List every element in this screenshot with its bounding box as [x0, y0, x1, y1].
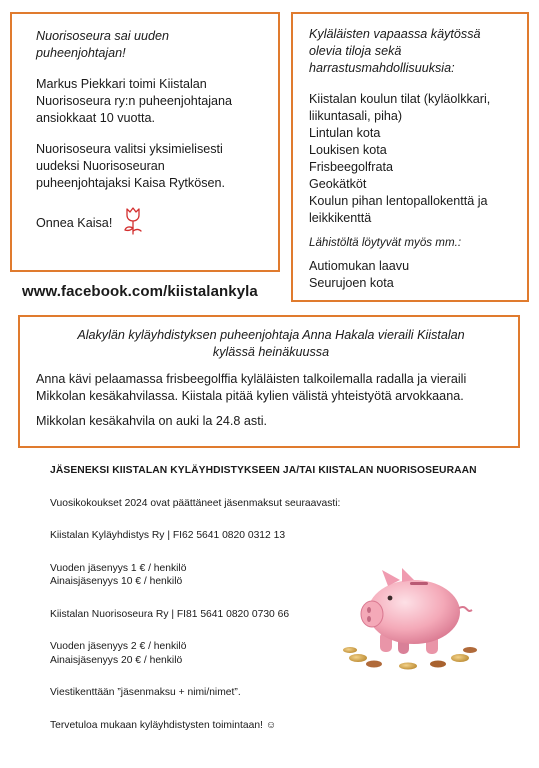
box1-para2-line2: uudeksi Nuorisoseuran [36, 159, 165, 173]
nearby-item: Autiomukan laavu [309, 259, 410, 274]
facility-item: Koulun pihan lentopallokenttä ja [309, 194, 488, 208]
youth-association-box [10, 12, 280, 272]
kyla-account: Kiistalan Kyläyhdistys Ry | FI62 5641 0820 0312 13 [50, 530, 286, 541]
box1-heading-line1: Nuorisoseura sai uuden [36, 29, 170, 43]
congrats-text: Onnea Kaisa! [36, 215, 113, 230]
ns-account: Kiistalan Nuorisoseura Ry | FI81 5641 0820 0730 66 [50, 608, 290, 620]
facility-item: Geokätköt [309, 177, 367, 191]
welcome-text: Tervetuloa mukaan kyläyhdistysten toimintaan! ☺ [50, 719, 277, 731]
kyla-fee-life: Ainaisjäsenyys 10 € / henkilö [50, 576, 183, 587]
box2-heading-line1: Kyläläisten vapaassa käytössä [309, 27, 481, 41]
box1-para1-line3: ansiokkaat 10 vuotta. [36, 111, 156, 125]
visit-box [18, 315, 520, 448]
box3-heading-line2: kylässä heinäkuussa [212, 345, 330, 359]
nearby-item: Seurujoen kota [309, 276, 394, 291]
ns-fee-life: Ainaisjäsenyys 20 € / henkilö [50, 654, 183, 666]
message-field-note: Viestikenttään ”jäsenmaksu + nimi/nimet”. [50, 687, 241, 698]
box3-para1-line2: Mikkolan kesäkahvilassa. Kiistala pitää kylien välistä yhteistyötä arvokkaana. [36, 389, 464, 403]
facility-item: Loukisen kota [309, 143, 387, 157]
box2-heading-line2: olevia tiloja sekä [309, 44, 402, 58]
box3-heading-line1: Alakylän kyläyhdistyksen puheenjohtaja Anna Hakala vieraili Kiistalan [77, 328, 465, 342]
facility-item: liikuntasali, piha) [309, 109, 403, 123]
congrats-line [36, 206, 266, 241]
facility-item: Frisbeegolfrata [309, 160, 393, 174]
box1-para2-line3: puheenjohtajaksi Kaisa Rytkösen. [36, 176, 226, 190]
kyla-fee-year: Vuoden jäsenyys 1 € / henkilö [50, 562, 187, 574]
membership-title: JÄSENEKSI KIISTALAN KYLÄYHDISTYKSEEN JA/TAI KIISTALAN NUORISOSEURAAN [50, 465, 477, 476]
box1-para2-line1: Nuorisoseura valitsi yksimielisesti [36, 142, 223, 156]
nearby-heading: Lähistöltä löytyvät myös mm.: [309, 236, 462, 249]
facebook-link[interactable]: www.facebook.com/kiistalankyla [22, 283, 258, 300]
box1-para1-line2: Nuorisoseura ry:n puheenjohtajana [36, 94, 233, 108]
ns-fee-year: Vuoden jäsenyys 2 € / henkilö [50, 641, 187, 652]
piggy-bank-icon [338, 560, 488, 675]
facilities-box [291, 12, 529, 302]
facility-item: Lintulan kota [309, 126, 381, 140]
facility-item: leikkikenttä [309, 211, 372, 225]
rose-icon [122, 206, 144, 241]
box3-para1-line1: Anna kävi pelaamassa frisbeegolffia kyläläisten talkoilemalla radalla ja vieraili [36, 372, 467, 386]
facility-item: Kiistalan koulun tilat (kyläolkkari, [309, 92, 491, 106]
box3-para2: Mikkolan kesäkahvila on auki la 24.8 asti. [36, 414, 268, 428]
box1-heading-line2: puheenjohtajan! [36, 46, 126, 60]
box2-heading-line3: harrastusmahdollisuuksia: [309, 61, 455, 75]
membership-intro: Vuosikokoukset 2024 ovat päättäneet jäsenmaksut seuraavasti: [50, 497, 341, 509]
box1-para1-line1: Markus Piekkari toimi Kiistalan [36, 77, 207, 91]
